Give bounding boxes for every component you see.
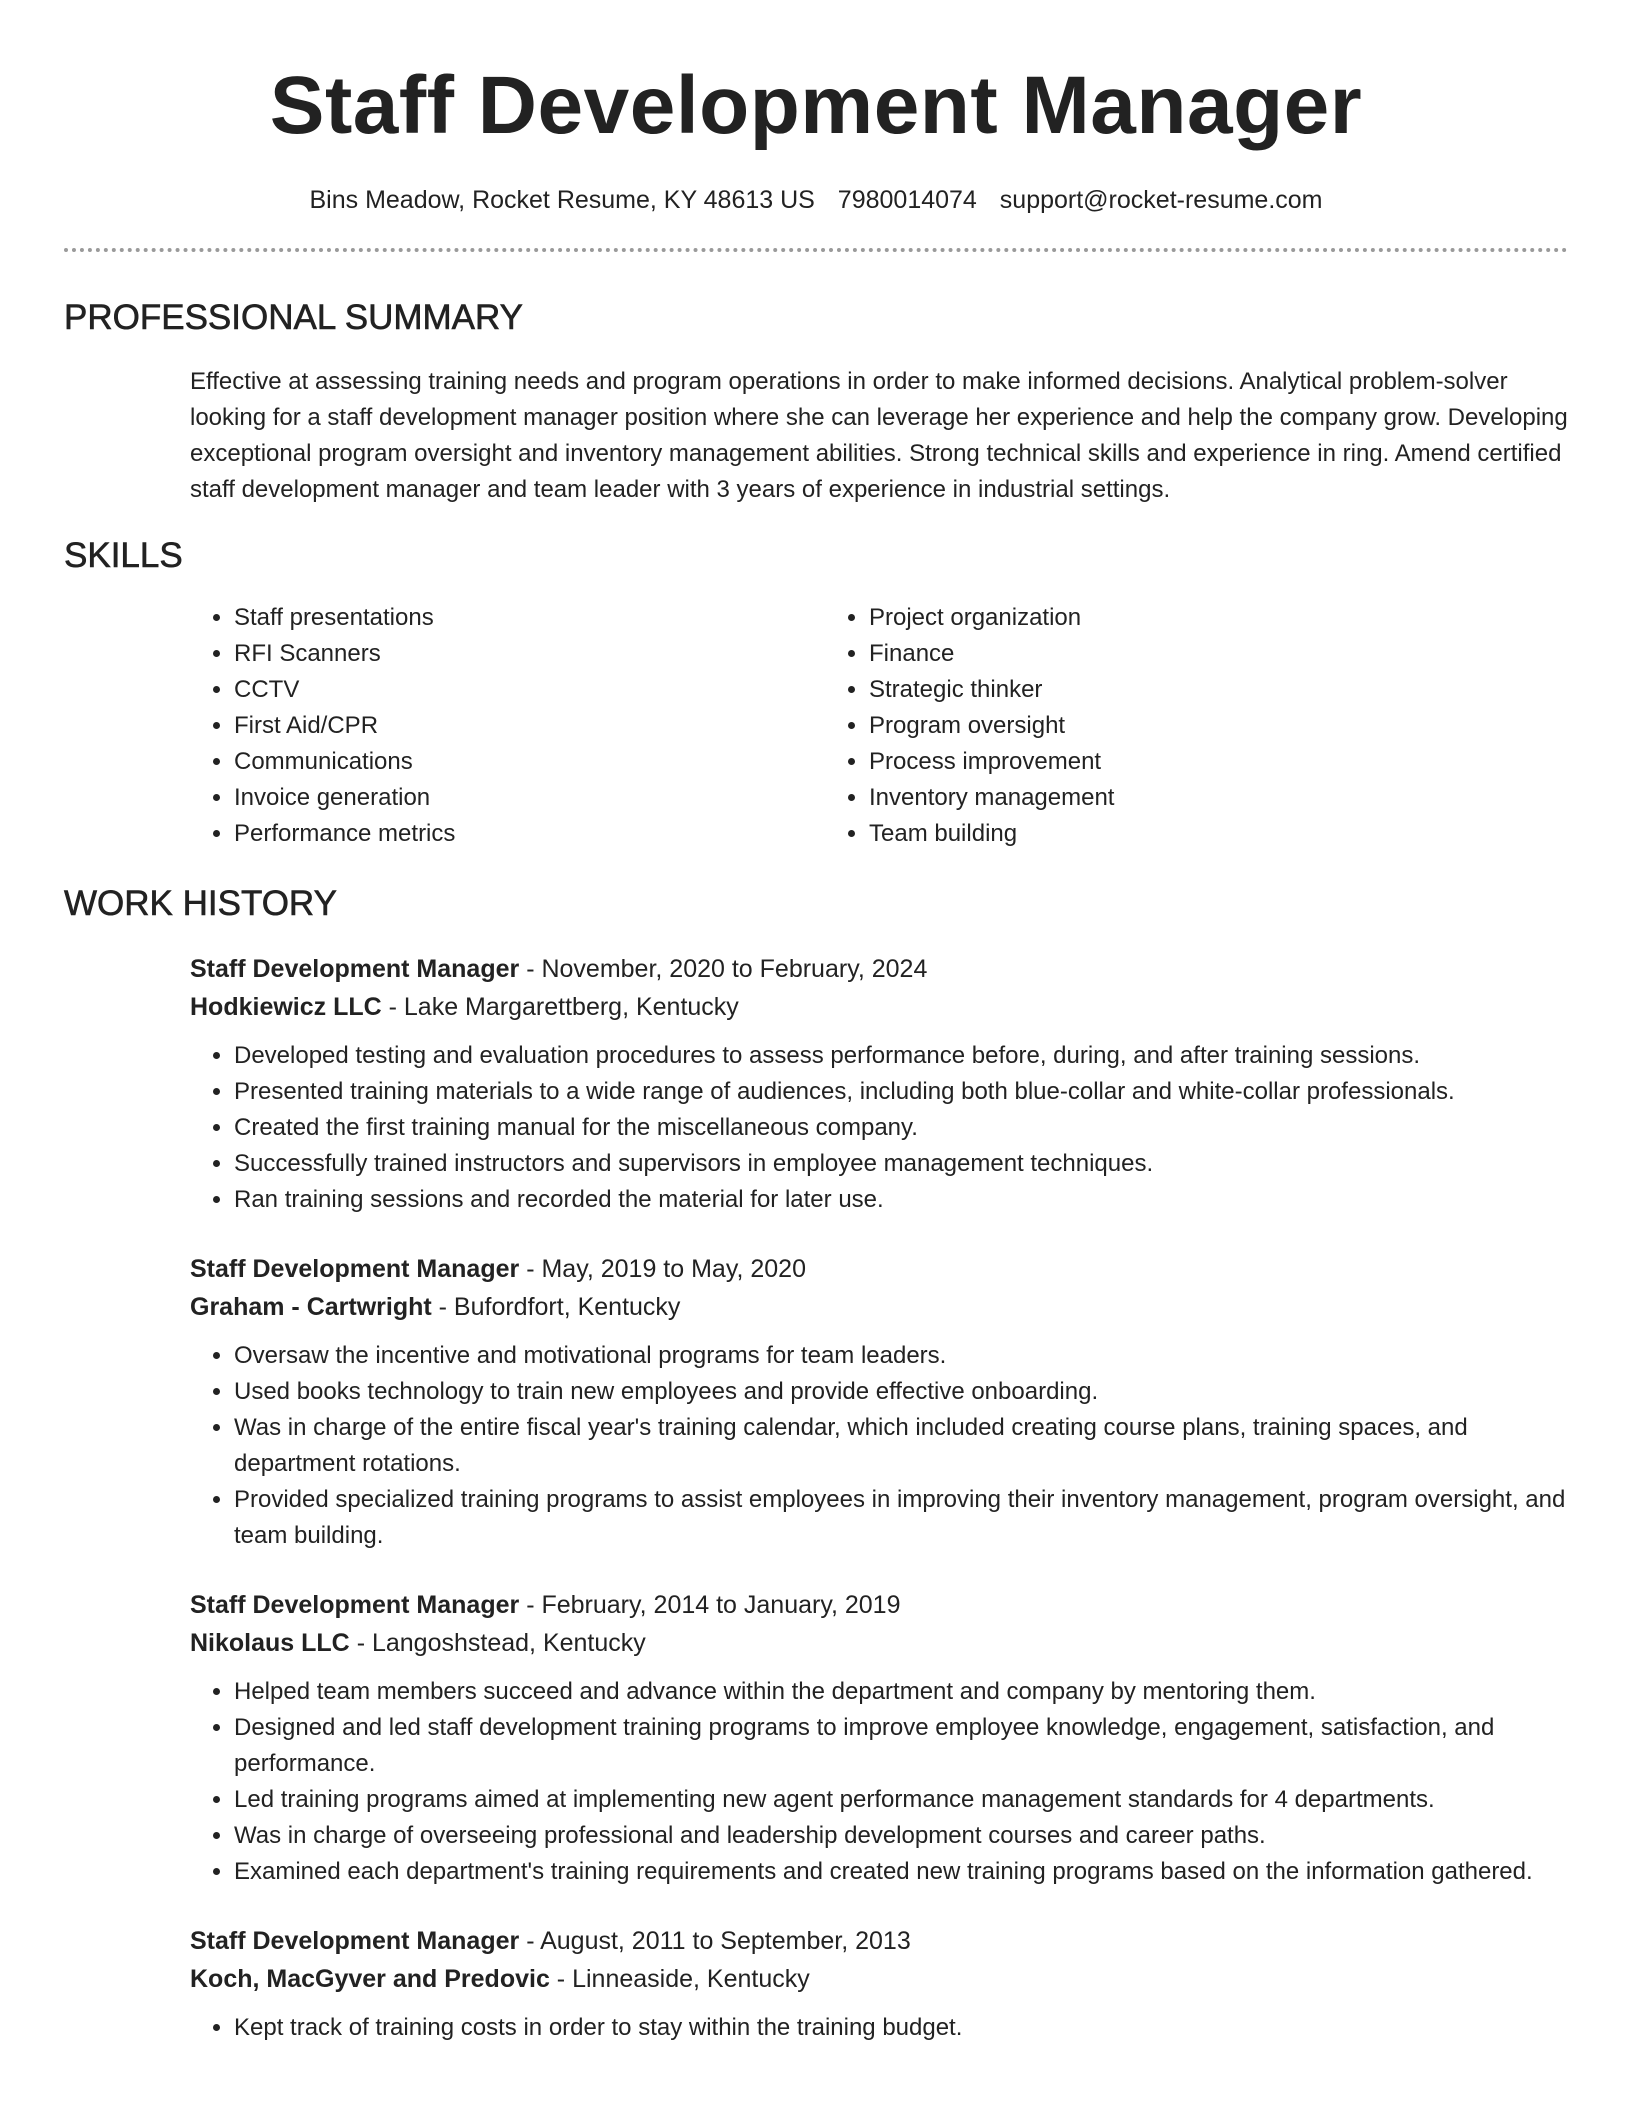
job-location: - Langoshstead, Kentucky [349,1629,646,1657]
job-bullet: • Led training programs aimed at implementing new agent performance management standards for 4 departments. [234,1782,1568,1818]
job-dates: - August, 2011 to September, 2013 [519,1927,911,1955]
skill-item: • Communications [234,744,825,780]
job-company: Koch, MacGyver and Predovic [190,1965,550,1993]
skill-item: • Finance [869,636,1460,672]
job-bullets [190,1038,1568,1218]
job-bullet: • Oversaw the incentive and motivational programs for team leaders. [234,1338,1568,1374]
job-title-line [190,950,1568,988]
job-company-line [190,1960,1568,1998]
job-title: Staff Development Manager [190,1927,520,1955]
job-bullet: • Was in charge of the entire fiscal year's training calendar, which included creating course plans, training spaces, and department rotations. [234,1410,1568,1482]
job-title: Staff Development Manager [190,1591,520,1619]
skill-item: • Invoice generation [234,780,825,816]
job-dates: - February, 2014 to January, 2019 [519,1591,901,1619]
job-company-line [190,1624,1568,1662]
skills-column-right [825,600,1460,852]
skill-item: • Performance metrics [234,816,825,852]
contact-address: Bins Meadow, Rocket Resume, KY 48613 US [309,186,815,214]
job-title-line [190,1922,1568,1960]
job-location: - Bufordfort, Kentucky [431,1293,681,1321]
skill-item: • RFI Scanners [234,636,825,672]
job-title-line [190,1250,1568,1288]
job-bullet: • Kept track of training costs in order to stay within the training budget. [234,2010,1568,2046]
contact-email: support@rocket-resume.com [999,186,1323,214]
job-dates: - November, 2020 to February, 2024 [519,955,928,983]
job-bullet: • Successfully trained instructors and supervisors in employee management techniques. [234,1146,1568,1182]
job-location: - Lake Margarettberg, Kentucky [381,993,739,1021]
job-company-line [190,1288,1568,1326]
job-entry [190,1586,1568,1890]
job-entry [190,1250,1568,1554]
skill-item: • Strategic thinker [869,672,1460,708]
job-title: Staff Development Manager [190,955,520,983]
header-divider [64,248,1568,252]
job-bullet: • Designed and led staff development training programs to improve employee knowledge, engagement, satisfaction, and performance. [234,1710,1568,1782]
contact-phone: 7980014074 [837,186,977,214]
job-bullet: • Used books technology to train new employees and provide effective onboarding. [234,1374,1568,1410]
candidate-name: Staff Development Manager [269,60,1363,151]
skill-item: • Project organization [869,600,1460,636]
skill-item: • Inventory management [869,780,1460,816]
skills-list [190,600,1568,852]
job-bullets [190,2010,1568,2046]
job-bullet: • Presented training materials to a wide range of audiences, including both blue-collar and white-collar professionals. [234,1074,1568,1110]
skill-item: • Program oversight [869,708,1460,744]
job-bullet: • Provided specialized training programs to assist employees in improving their inventory management, program oversight, and team building. [234,1482,1568,1554]
job-company: Nikolaus LLC [190,1629,350,1657]
section-title-skills: SKILLS [64,536,183,575]
section-title-summary: PROFESSIONAL SUMMARY [64,298,523,337]
job-company: Graham - Cartwright [190,1293,432,1321]
skills-column-left [190,600,825,852]
job-entry [190,1922,1568,2046]
job-bullet: • Developed testing and evaluation procedures to assess performance before, during, and after training sessions. [234,1038,1568,1074]
skill-item: • Process improvement [869,744,1460,780]
job-bullets [190,1674,1568,1890]
summary-text: Effective at assessing training needs and program operations in order to make informed decisions. Analytical problem-solver looking for a staff development manager position where she can leverage her experience and help the company grow. Developing exceptional program oversight and inventory management abilities. Strong technical skills and experience in ring. Amend certified staff development manager and team leader with 3 years of experience in industrial settings. [190,368,1568,503]
job-entry [190,950,1568,1218]
job-company-line [190,988,1568,1026]
skill-item: • Team building [869,816,1460,852]
skill-item: • Staff presentations [234,600,825,636]
job-bullet: • Ran training sessions and recorded the material for later use. [234,1182,1568,1218]
job-title-line [190,1586,1568,1624]
job-company: Hodkiewicz LLC [190,993,382,1021]
job-bullet: • Was in charge of overseeing professional and leadership development courses and career paths. [234,1818,1568,1854]
job-title: Staff Development Manager [190,1255,520,1283]
contact-line [64,184,1568,216]
job-bullet: • Created the first training manual for the miscellaneous company. [234,1110,1568,1146]
skill-item: • First Aid/CPR [234,708,825,744]
job-bullet: • Helped team members succeed and advance within the department and company by mentoring them. [234,1674,1568,1710]
job-bullet: • Examined each department's training requirements and created new training programs based on the information gathered. [234,1854,1568,1890]
job-location: - Linneaside, Kentucky [549,1965,810,1993]
job-bullets [190,1338,1568,1554]
skill-item: • CCTV [234,672,825,708]
job-dates: - May, 2019 to May, 2020 [519,1255,806,1283]
section-title-work-history: WORK HISTORY [64,884,337,923]
